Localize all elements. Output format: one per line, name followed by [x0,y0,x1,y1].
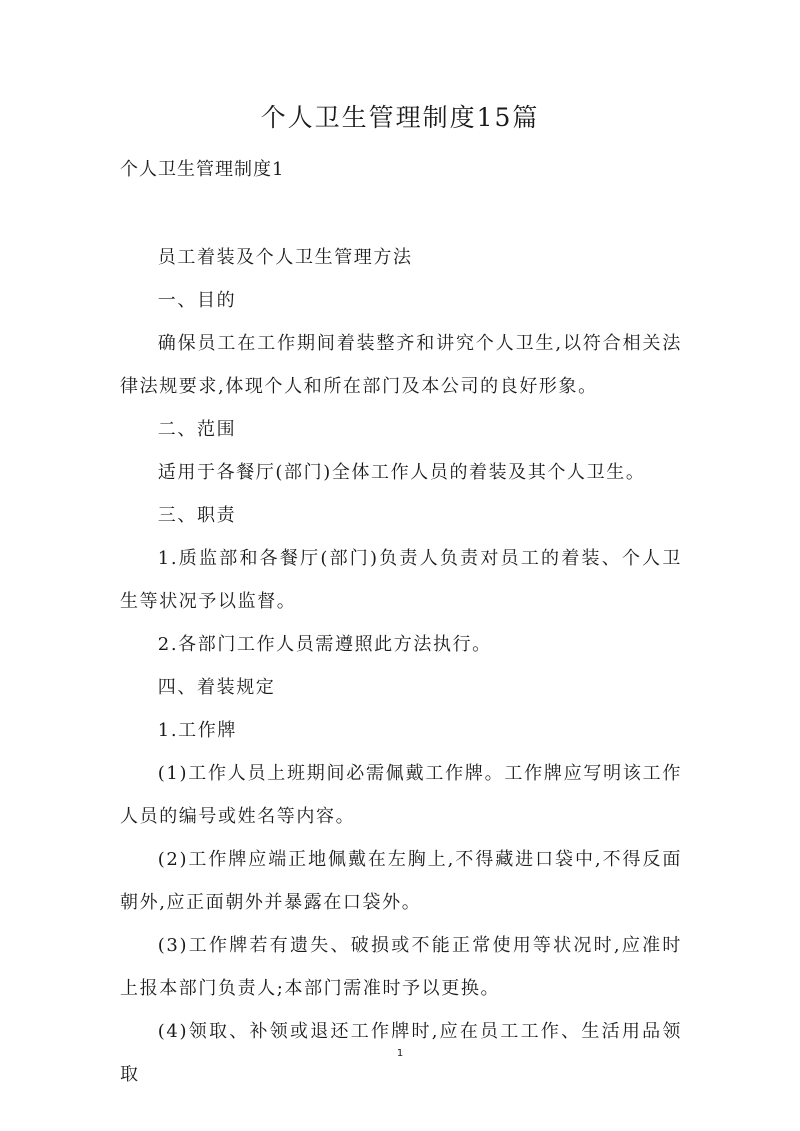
paragraph: 1.工作牌 [157,720,237,741]
paragraph: (3)工作牌若有遗失、破损或不能正常使用等状况时,应准时上报本部门负责人;本部门需准时予以更换。 [120,935,682,999]
paragraph: (1)工作人员上班期间必需佩戴工作牌。工作牌应写明该工作人员的编号或姓名等内容。 [120,763,682,827]
paragraph: 二、范围 [157,419,237,440]
paragraph: 1.质监部和各餐厅(部门)负责人负责对员工的着装、个人卫生等状况予以监督。 [120,548,682,612]
page-number: 1 [396,1048,404,1059]
paragraph: 确保员工在工作期间着装整齐和讲究个人卫生,以符合相关法律法规要求,体现个人和所在部门及本公司的良好形象。 [120,333,682,397]
document-title: 个人卫生管理制度15篇 [260,103,540,132]
paragraph: 四、着装规定 [157,677,276,698]
paragraph: (4)领取、补领或退还工作牌时,应在员工工作、生活用品领取 [120,1021,682,1085]
document-body [120,236,682,1096]
paragraph: 适用于各餐厅(部门)全体工作人员的着装及其个人卫生。 [157,462,646,483]
paragraph: 员工着装及个人卫生管理方法 [157,247,413,268]
paragraph: 一、目的 [157,290,237,311]
paragraph: 2.各部门工作人员需遵照此方法执行。 [157,634,492,655]
paragraph: 三、职责 [157,505,237,526]
paragraph: (2)工作牌应端正地佩戴在左胸上,不得藏进口袋中,不得反面朝外,应正面朝外并暴露在口袋外。 [120,849,682,913]
section-title: 个人卫生管理制度1 [120,159,285,180]
